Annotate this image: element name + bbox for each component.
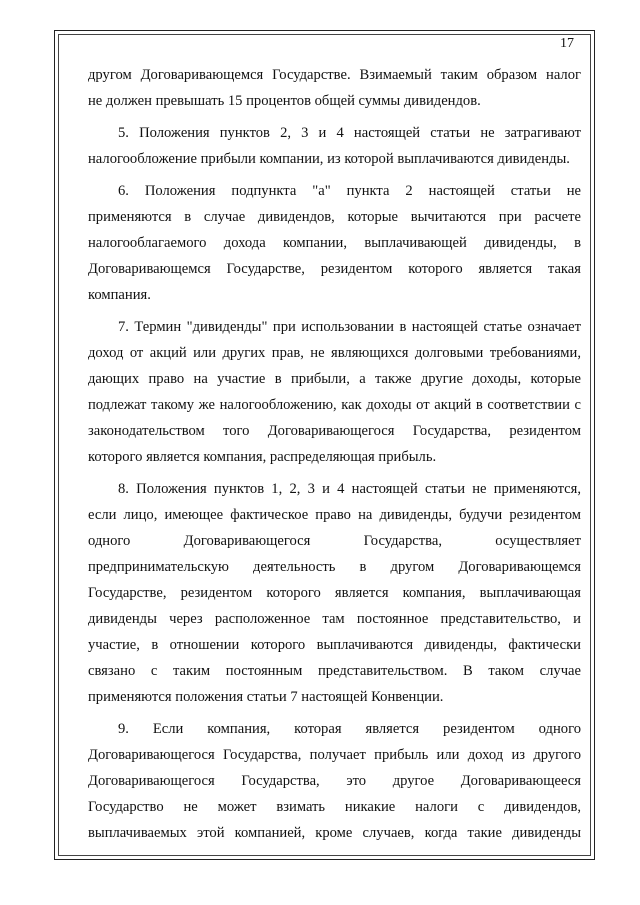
text-line: Государство не может взимать никакие налоги с дивидендов, (88, 799, 581, 815)
text-line: другом Договаривающемся Государстве. Взимаемый таким образом налог (88, 67, 581, 83)
text-line: участие, в отношении которого выплачиваются дивиденды, фактически (88, 637, 581, 653)
text-line: 7. Термин "дивиденды" при использовании в настоящей статье означает (118, 319, 581, 335)
paragraph-8 (88, 476, 581, 710)
text-line: предпринимательскую деятельность в другом Договаривающемся (88, 559, 581, 575)
text-line: применяются в случае дивидендов, которые вычитаются при расчете (88, 209, 581, 225)
text-line: связано с таким постоянным представительством. В таком случае (88, 663, 581, 679)
text-line: одного Договаривающегося Государства, осуществляет (88, 533, 581, 549)
page-number: 17 (560, 36, 574, 51)
paragraph-6 (88, 178, 581, 308)
text-line: Договаривающемся Государстве, резидентом которого является такая (88, 261, 581, 277)
text-line: применяются положения статьи 7 настоящей Конвенции. (88, 689, 444, 705)
text-line: Договаривающегося Государства, получает прибыль или доход из другого (88, 747, 581, 763)
text-line: которого является компания, распределяющая прибыль. (88, 449, 437, 465)
paragraph-7 (88, 314, 581, 470)
text-line: 8. Положения пунктов 1, 2, 3 и 4 настоящей статьи не применяются, (118, 481, 581, 497)
document-body (88, 62, 581, 852)
text-line: дивиденды через расположенное там постоянное представительство, и (88, 611, 581, 627)
text-line: 9. Если компания, которая является резидентом одного (118, 721, 581, 737)
text-line: выплачиваемых этой компанией, кроме случаев, когда такие дивиденды (88, 825, 581, 841)
text-line: 6. Положения подпункта "а" пункта 2 настоящей статьи не (118, 183, 581, 199)
text-line: компания. (88, 287, 151, 303)
text-line: 5. Положения пунктов 2, 3 и 4 настоящей статьи не затрагивают (118, 125, 581, 141)
text-line: законодательством того Договаривающегося Государства, резидентом (88, 423, 581, 439)
text-line: доход от акций или других прав, не являющихся долговыми требованиями, (88, 345, 581, 361)
paragraph-continuation (88, 62, 581, 114)
text-line: Договаривающегося Государства, это другое Договаривающееся (88, 773, 581, 789)
text-line: подлежат такому же налогообложению, как доходы от акций в соответствии с (88, 397, 581, 413)
text-line: Государстве, резидентом которого является компания, выплачивающая (88, 585, 581, 601)
text-line: не должен превышать 15 процентов общей суммы дивидендов. (88, 93, 481, 109)
text-line: дающих право на участие в прибыли, а также другие доходы, которые (88, 371, 581, 387)
text-line: если лицо, имеющее фактическое право на дивиденды, будучи резидентом (88, 507, 581, 523)
text-line: налогооблагаемого дохода компании, выплачивающей дивиденды, в (88, 235, 581, 251)
paragraph-9 (88, 716, 581, 846)
text-line: налогообложение прибыли компании, из которой выплачиваются дивиденды. (88, 151, 570, 167)
paragraph-5 (88, 120, 581, 172)
